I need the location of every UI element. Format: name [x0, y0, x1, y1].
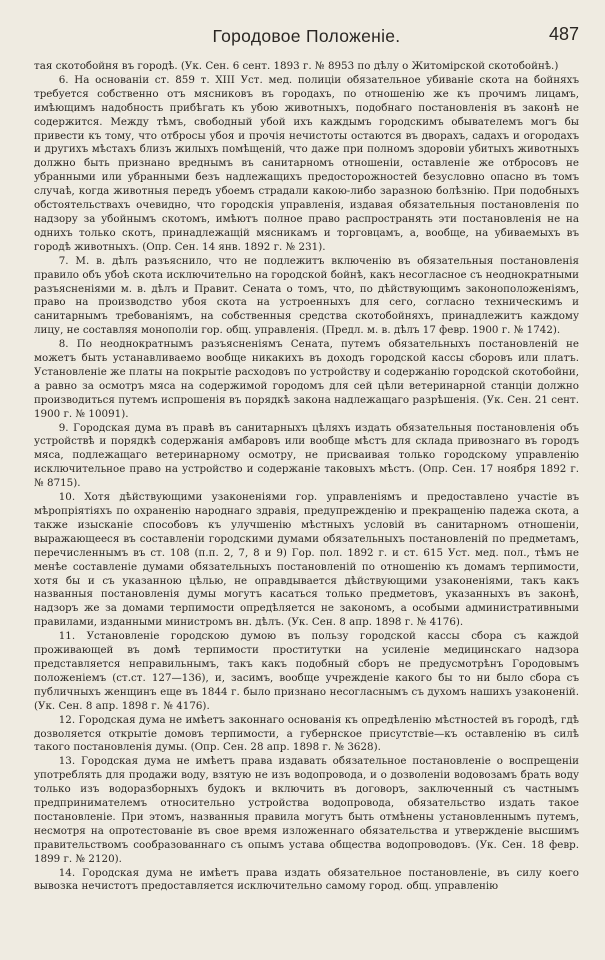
paragraph-11: 11. Установленіе городскою думою въ пользу городской кассы сбора съ каждой проживающей въ домѣ терпимости проститутки на усиленіе медицинскаго надзора представляется неправильнымъ, такъ какъ подобный сборъ не предусмотрѣнъ Городовымъ положеніемъ (ст.ст. 127—136), и, засимъ, вообще учрежденіе какого бы то ни было сбора съ публичныхъ женщинъ еще въ 1844 г. было признано несогласнымъ съ духомъ нашихъ узаконеній. (Ук. Сен. 8 апр. 1898 г. № 4176). — [34, 630, 579, 712]
running-title: Городовое Положеніе. — [212, 26, 401, 46]
paragraph-10: 10. Хотя дѣйствующими узаконеніями гор. управленіямъ и предоставлено участіе въ мѣропріятіяхъ по охраненію народнаго здравія, предупрежденію и прекращенію падежа скота, а также изысканіе способовъ къ улучшенію мѣстныхъ условій въ санитарномъ отношеніи, выражающееся въ составленіи городскими думами обязательныхъ постановленій по предметамъ, перечисленнымъ въ ст. 108 (п.п. 2, 7, 8 и 9) Гор. пол. 1892 г. и ст. 615 Уст. мед. пол., тѣмъ не менѣе составленіе думами обязательныхъ постановленій по отношенію къ домамъ терпимости, хотя бы и съ указанною цѣлью, не оправдывается дѣйствующими узаконеніями, такъ какъ названныя постановленія думы могутъ касаться только предметовъ, указанныхъ въ законѣ, надзоръ же за домами терпимости опредѣляется не закономъ, а особыми административными правилами, изданными министромъ вн. дѣлъ. (Ук. Сен. 8 апр. 1898 г. № 4176). — [34, 491, 579, 629]
paragraph-8: 8. По неоднократнымъ разъясненіямъ Сената, путемъ обязательныхъ постановленій не можетъ быть устанавливаемо вообще никакихъ въ доходъ городской кассы сборовъ или платъ. Установленіе же платы на покрытіе расходовъ по устройству и содержанію городской скотобойни, а равно за осмотръ мяса на содержимой городомъ для сей цѣли ветеринарной станціи должно производиться путемъ испрошенія въ порядкѣ закона надлежащаго разрѣшенія. (Ук. Сен. 21 сент. 1900 г. № 10091). — [34, 338, 579, 420]
paragraph-14: 14. Городская дума не имѣетъ права издать обязательное постановленіе, въ силу коего вывозка нечистотъ предоставляется исключительно самому город. общ. управленію — [34, 866, 579, 893]
paragraph-7: 7. М. в. дѣлъ разъяснило, что не подлежитъ включенію въ обязательныя постановленія правило объ убоѣ скота исключительно на городской бойнѣ, какъ несогласное съ неоднократными разъясненіями м. в. дѣлъ и Правит. Сената о томъ, что, по дѣйствующимъ законоположеніямъ, право на производство убоя скота на устроенныхъ для сего, согласно техническимъ и санитарнымъ требованіямъ, на собственныя средства скотобойняхъ, принадлежитъ каждому лицу, не составляя монополіи гор. общ. управленія. (Предл. м. в. дѣлъ 17 февр. 1900 г. № 1742). — [34, 254, 579, 337]
paragraph-continuation: тая скотобойня въ городѣ. (Ук. Сен. 6 сент. 1893 г. № 8953 по дѣлу о Житомірской скотобойнѣ.) — [34, 60, 559, 72]
page-number: 487 — [548, 24, 579, 44]
paragraph-9: 9. Городская дума въ правѣ въ санитарныхъ цѣляхъ издать обязательныя постановленія объ устройствѣ и порядкѣ содержанія амбаровъ или вообще мѣстъ для склада привознаго въ городъ мяса, подлежащаго ветеринарному осмотру, не присваивая только городскому управленію исключительное право на устройство и содержаніе таковыхъ мѣстъ. (Опр. Сен. 17 ноября 1892 г. № 8715). — [34, 421, 579, 490]
paragraph-13: 13. Городская дума не имѣетъ права издавать обязательное постановленіе о воспрещеніи употреблять для продажи воду, взятую не изъ водопровода, и о дозволеніи водовозамъ брать воду только изъ водоразборныхъ будокъ и включить въ договоръ, заключенный съ частнымъ предпринимателемъ относительно устройства водопровода, обязательство издать такое постановленіе. При этомъ, названныя правила могутъ быть отмѣнены установленнымъ путемъ, несмотря на опротестованіе въ свое время изложеннаго обязательства и утвержденіе высшимъ правительствомъ сообразованнаго съ опымъ устава общества водопроводовъ. (Ук. Сен. 18 февр. 1899 г. № 2120). — [34, 755, 579, 865]
paragraph-12: 12. Городская дума не имѣетъ законнаго основанія къ опредѣленію мѣстностей въ городѣ, гдѣ дозволяется открытіе домовъ терпимости, а губернское присутствіе—къ оставленію въ силѣ такого постановленія думы. (Опр. Сен. 28 апр. 1898 г. № 3628). — [34, 713, 579, 754]
page-header — [34, 22, 579, 52]
paragraph-6: 6. На основаніи ст. 859 т. XIII Уст. мед. полиціи обязательное убиваніе скота на бойняхъ требуется собственно отъ мясниковъ въ городахъ, по отношенію же къ прочимъ лицамъ, имѣющимъ надобность прибѣгать къ убою животныхъ, подобнаго постановленія въ законѣ не содержится. Между тѣмъ, свободный убой ихъ каждымъ городскимъ обывателемъ могъ бы привести къ тому, что отбросы убоя и прочія нечистоты остаются въ дворахъ, садахъ и огородахъ и другихъ мѣстахъ близъ жилыхъ помѣщеній, что даже при полномъ здоровіи убитыхъ животныхъ должно быть признано вреднымъ въ санитарномъ отношеніи, оставленіе же отбросовъ не убранными или убранными безъ надлежащихъ предосторожностей безусловно опасно въ томъ случаѣ, когда животныя передъ убоемъ страдали какою-либо заразною болѣзнію. При подобныхъ обстоятельствахъ очевидно, что городскія управленія, издавая обязательныя постановленія по надзору за убойнымъ скотомъ, имѣютъ полное право распространять эти постановленія не на однихъ только скотъ, принадлежащій мясникамъ и торговцамъ, а, вообще, на убиваемыхъ въ городѣ животныхъ. (Опр. Сен. 14 янв. 1892 г. № 231). — [34, 73, 579, 253]
body-text — [34, 60, 579, 894]
